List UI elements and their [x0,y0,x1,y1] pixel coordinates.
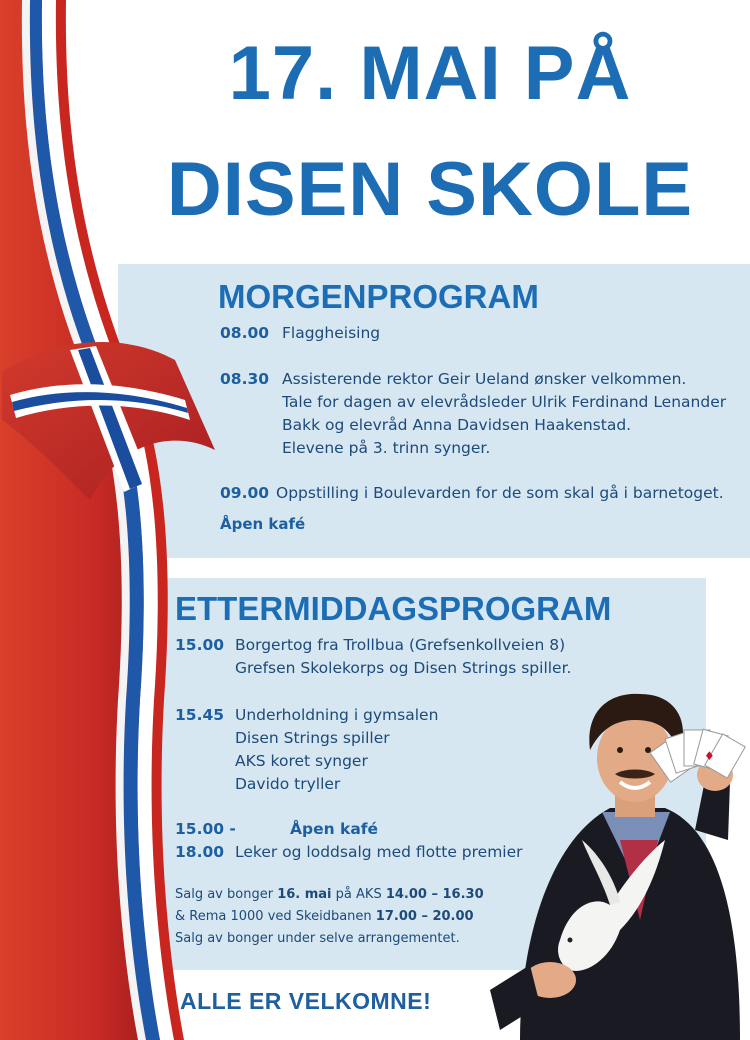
morning-item [220,368,726,460]
item-time: 15.45 [175,706,225,724]
tickets-time: 17.00 – 20.00 [375,909,474,924]
afternoon-item-detail [235,841,523,864]
item-time: 15.00 - 18.00 [175,820,236,861]
item-line: Leker og loddsalg med flotte premier [235,843,523,861]
afternoon-heading: ETTERMIDDAGSPROGRAM [175,590,612,627]
item-line: Tale for dagen av elevrådsleder Ulrik Ferdinand Lenander [282,393,727,411]
item-time: 08.00 [220,324,270,342]
item-line: Grefsen Skolekorps og Disen Strings spiller. [235,659,572,677]
morning-item [220,482,724,505]
morning-item [220,322,380,345]
item-line: Underholdning i gymsalen [235,706,439,724]
tickets-date: 16. mai [277,887,332,902]
afternoon-item [175,704,438,796]
tickets-time: 14.00 – 16.30 [385,887,484,902]
item-line: AKS koret synger [235,752,368,770]
morning-cafe: Åpen kafé [220,515,306,533]
item-time: 08.30 [220,370,270,388]
morning-heading: MORGENPROGRAM [218,278,539,315]
item-line: Elevene på 3. trinn synger. [282,439,491,457]
welcome-text: ALLE ER VELKOMNE! [180,988,432,1014]
item-line: Disen Strings spiller [235,729,390,747]
tickets-line-3: Salg av bonger under selve arrangementet. [175,931,460,946]
item-line: Borgertog fra Trollbua (Grefsenkollveien 8) [235,636,566,654]
afternoon-item [175,634,571,680]
item-title: Åpen kafé [290,820,379,838]
tickets-text: på AKS [335,887,382,902]
tickets-text: Salg av bonger [175,887,274,902]
tickets-line-1 [175,884,484,906]
tickets-text: & Rema 1000 ved Skeidbanen [175,909,372,924]
magician-illustration [490,690,750,1040]
title-line-2: DISEN SKOLE [166,147,694,232]
tickets-line-2 [175,906,474,928]
item-time: 09.00 [220,484,270,502]
svg-text:♦: ♦ [704,749,715,763]
item-line: Oppstilling i Boulevarden for de som skal gå i barnetoget. [276,484,724,502]
item-line: Assisterende rektor Geir Ueland ønsker velkommen. [282,370,687,388]
item-line: Bakk og elevråd Anna Davidsen Haakenstad. [282,416,632,434]
item-line: Flaggheising [282,324,381,342]
item-line: Davido tryller [235,775,341,793]
item-time: 15.00 [175,636,225,654]
title-line-1: 17. MAI PÅ [228,31,632,116]
